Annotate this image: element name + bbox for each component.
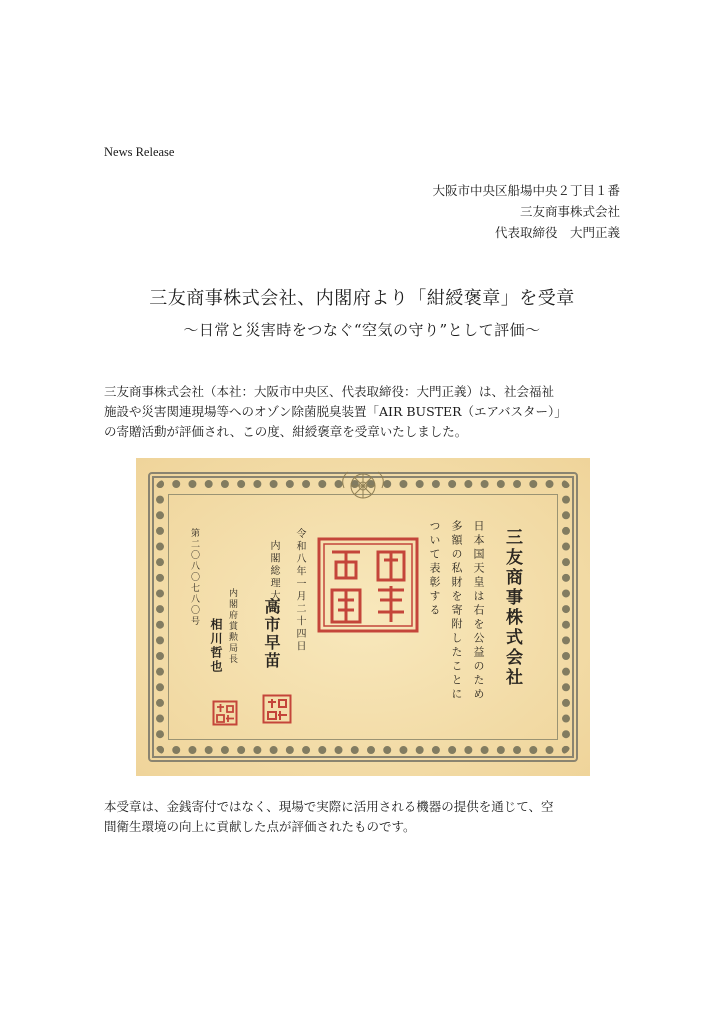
paragraph-line: 間衛生環境の向上に貢献した点が評価されたものです。 (104, 819, 416, 834)
page-title: 三友商事株式会社、内閣府より「紺綬褒章」を受章 (149, 288, 575, 309)
certificate-text-line: ついて表彰する (428, 520, 441, 618)
certificate-recipient: 三友商事株式会社 (502, 528, 522, 688)
national-seal-icon (316, 536, 420, 634)
paragraph-line: 本受章は、金銭寄付ではなく、現場で実際に活用される機器の提供を通じて、空 (104, 799, 554, 814)
news-release-label: News Release (104, 145, 175, 159)
paragraph-line: 三友商事株式会社（本社：大阪市中央区、代表取締役：大門正義）は、社会福祉 (104, 384, 555, 399)
intro-paragraph (104, 382, 624, 442)
chrysanthemum-crest-icon (338, 466, 388, 502)
certificate-text-line: 多額の私財を寄附したことに (450, 520, 463, 702)
bureau-seal-icon (212, 700, 238, 726)
certificate-date: 令和八年一月二十四日 (294, 528, 305, 653)
paragraph-line: 施設や災害関連現場等へのオゾン除菌脱臭装置「AIR BUSTER（エアバスター）」 (104, 404, 567, 419)
issuer-name: 高市早苗 (262, 598, 281, 670)
paragraph-line: の寄贈活動が評価され、この度、紺綬褒章を受章いたしました。 (104, 424, 468, 439)
closing-paragraph (104, 797, 624, 837)
page-subtitle: ～日常と災害時をつなぐ“空気の守り”として評価～ (183, 321, 541, 339)
issuer-title: 内閣総理大臣 (268, 540, 279, 615)
company-representative: 代表取締役 大門正義 (494, 225, 620, 240)
bureau-name: 相川哲也 (209, 618, 223, 674)
certificate-number: 第二〇八〇七八〇号 (189, 528, 199, 627)
issuer-seal-icon (262, 694, 292, 724)
company-address: 大阪市中央区船場中央２丁目１番 (432, 183, 620, 198)
certificate-text-line: 日本国天皇は右を公益のため (472, 520, 485, 702)
bureau-title: 内閣府賞勲局長 (227, 588, 237, 665)
company-name: 三友商事株式会社 (519, 204, 620, 219)
certificate-image (136, 458, 590, 776)
